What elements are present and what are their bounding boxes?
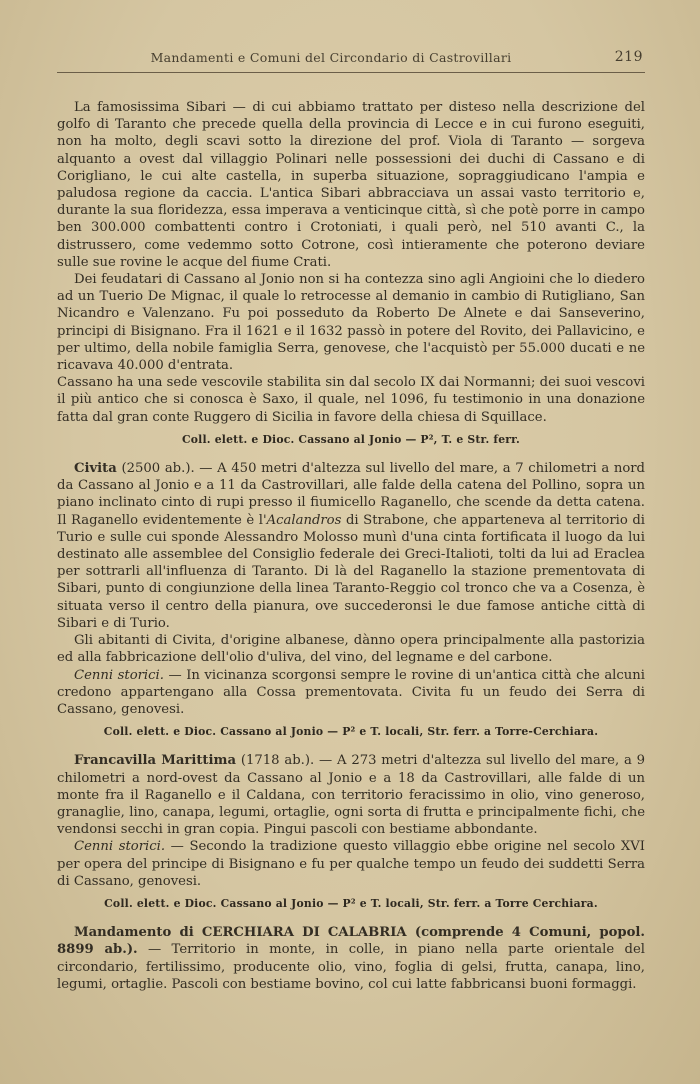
body-paragraph bbox=[57, 374, 645, 426]
text-run: Gli abitanti di Civita, d'origine albanese, dànno opera principalmente alla pastorizia ed alla fabbricazione dell'olio d'uliva, del vino, del legname e del carbone. bbox=[57, 633, 645, 666]
running-title: Mandamenti e Comuni del Circondario di Castrovillari bbox=[150, 50, 512, 65]
text-run: Coll. elett. e Dioc. Cassano al Jonio — P² e T. locali, Str. ferr. a Torre Cerchiara. bbox=[104, 896, 598, 910]
text-run: Dei feudatari di Cassano al Jonio non si ha contezza sino agli Angioini che lo diedero ad un Tuerio De Mignac, il quale lo retrocesse al demanio in cambio di Rutigliano, San Nicandro e Valenzano. Fu poi posseduto da Roberto De Alnete e dai Sanseverino, principi di Bisignano. Fra il 1621 e il 1632 passò in potere del Rovito, dei Pallavicino, e per ultimo, della nobile famiglia Serra, genovese, che l'acquistò per 55.000 ducati e ne ricavava 40.000 d'entrata. bbox=[57, 272, 645, 374]
page-number: 219 bbox=[614, 49, 643, 65]
caption-line bbox=[57, 431, 645, 448]
italic-text: Cenni storici. bbox=[74, 667, 164, 683]
body-paragraph bbox=[57, 632, 645, 666]
text-run: (1718 ab.). — A 273 metri d'altezza sul livello del mare, a 9 chilometri a nord-ovest da Cassano al Jonio e a 18 da Castrovillari, alle falde di un monte fra il Raganello e il Caldana, con territorio feracissimo in olio, vino generoso, granaglie, lino, canapa, legumi, ortaglie, ogni sorta di frutta e principalmente fichi, che vendonsi secchi in gran copia. Pingui pascoli con bestiame abbondante. bbox=[57, 753, 646, 838]
body-paragraph bbox=[57, 271, 645, 374]
caption-line bbox=[57, 723, 645, 740]
text-run: — Territorio in monte, in colle, in piano nella parte orientale del circondario, fertilissimo, producente olio, vino, foglia di gelsi, frutta, canapa, lino, legumi, ortaglie. Pascoli con bestiame bovino, col cui latte fabbricansi buoni formaggi. bbox=[57, 942, 646, 992]
body-paragraph bbox=[57, 838, 645, 890]
text-run: — Secondo la tradizione questo villaggio ebbe origine nel secolo XVI per opera del principe di Bisignano e fu per qualche tempo un feudo dei suddetti Serra di Cassano, genovesi. bbox=[57, 839, 645, 889]
text-run: Cassano ha una sede vescovile stabilita sin dal secolo IX dai Normanni; dei suoi vescovi il più antico che si conosca è Saxo, il quale, nel 1096, fu testimonio in una donazione fatta dal gran conte Ruggero di Sicilia in favore della chiesa di Squillace. bbox=[57, 375, 645, 425]
text-run: Coll. elett. e Dioc. Cassano al Jonio — P² e T. locali, Str. ferr. a Torre-Cerchiara. bbox=[103, 725, 599, 739]
bold-text: Mandamento di CERCHIARA DI CALABRIA (comprende 4 Comuni, popol. 8899 ab.). bbox=[57, 925, 645, 958]
body-paragraph bbox=[57, 460, 645, 632]
body-paragraph bbox=[57, 667, 645, 719]
text-run: (2500 ab.). — A 450 metri d'altezza sul livello del mare, a 7 chilometri a nord da Cassano al Jonio e a 11 da Castrovillari, alle falde della catena del Pollino, sopra un piano inclinato cinto di rupi presso il fiumicello Raganello, che scende da detta catena. Il Raganello evidentemente è l' bbox=[57, 461, 645, 528]
page-header bbox=[57, 50, 645, 73]
body-paragraph bbox=[57, 752, 645, 838]
italic-text: Cenni storici. bbox=[74, 839, 166, 855]
text-run: di Strabone, che apparteneva al territorio di Turio e sulle cui sponde Alessandro Molosso munì d'una cinta fortificata il luogo da lui destinato alle assemblee del Consiglio federale dei Greci-Italioti, tolti da lui ad Eraclea per sottrarli all'influenza di Taranto. Di là del Raganello la stazione prementovata di Sibari, punto di congiunzione della linea Taranto-Reggio col tronco che va a Cosenza, è situata verso il centro della pianura, ove succederonsi le due famose antiche città di Sibari e di Turio. bbox=[57, 512, 645, 631]
italic-text: Acalandros bbox=[266, 512, 342, 528]
caption-line bbox=[57, 895, 645, 912]
body-paragraph bbox=[57, 924, 645, 993]
bold-text: Civita bbox=[74, 461, 117, 477]
text-run: La famosissima Sibari — di cui abbiamo trattato per disteso nella descrizione del golfo di Taranto che precede quella della provincia di Lecce e in cui furono eseguiti, non ha molto, degli scavi sotto la direzione del prof. Viola di Taranto — sorgeva alquanto a ovest dal villaggio Polinari nelle possessioni dei duchi di Cassano e di Corigliano, le cui alte castella, in superba situazione, sopraggiudicano l'ampia e paludosa regione da caccia. L'antica Sibari abbracciava un assai vasto territorio e, durante la sua floridezza, essa imperava a venticinque città, sì che potè porre in campo ben 300.000 combattenti contro i Crotoniati, i quali però, nel 510 avanti C., la distrussero, come vedemmo sotto Cotrone, così intieramente che poterono deviare sulle sue rovine le acque del fiume Crati. bbox=[57, 100, 645, 270]
page-body bbox=[57, 99, 645, 993]
text-run: Coll. elett. e Dioc. Cassano al Jonio — P², T. e Str. ferr. bbox=[181, 432, 521, 446]
text-run: — In vicinanza scorgonsi sempre le rovine di un'antica città che alcuni credono appartengano alla Cossa prementovata. Civita fu un feudo dei Serra di Cassano, genovesi. bbox=[57, 667, 645, 717]
bold-text: Francavilla Marittima bbox=[74, 753, 237, 769]
body-paragraph bbox=[57, 99, 645, 271]
